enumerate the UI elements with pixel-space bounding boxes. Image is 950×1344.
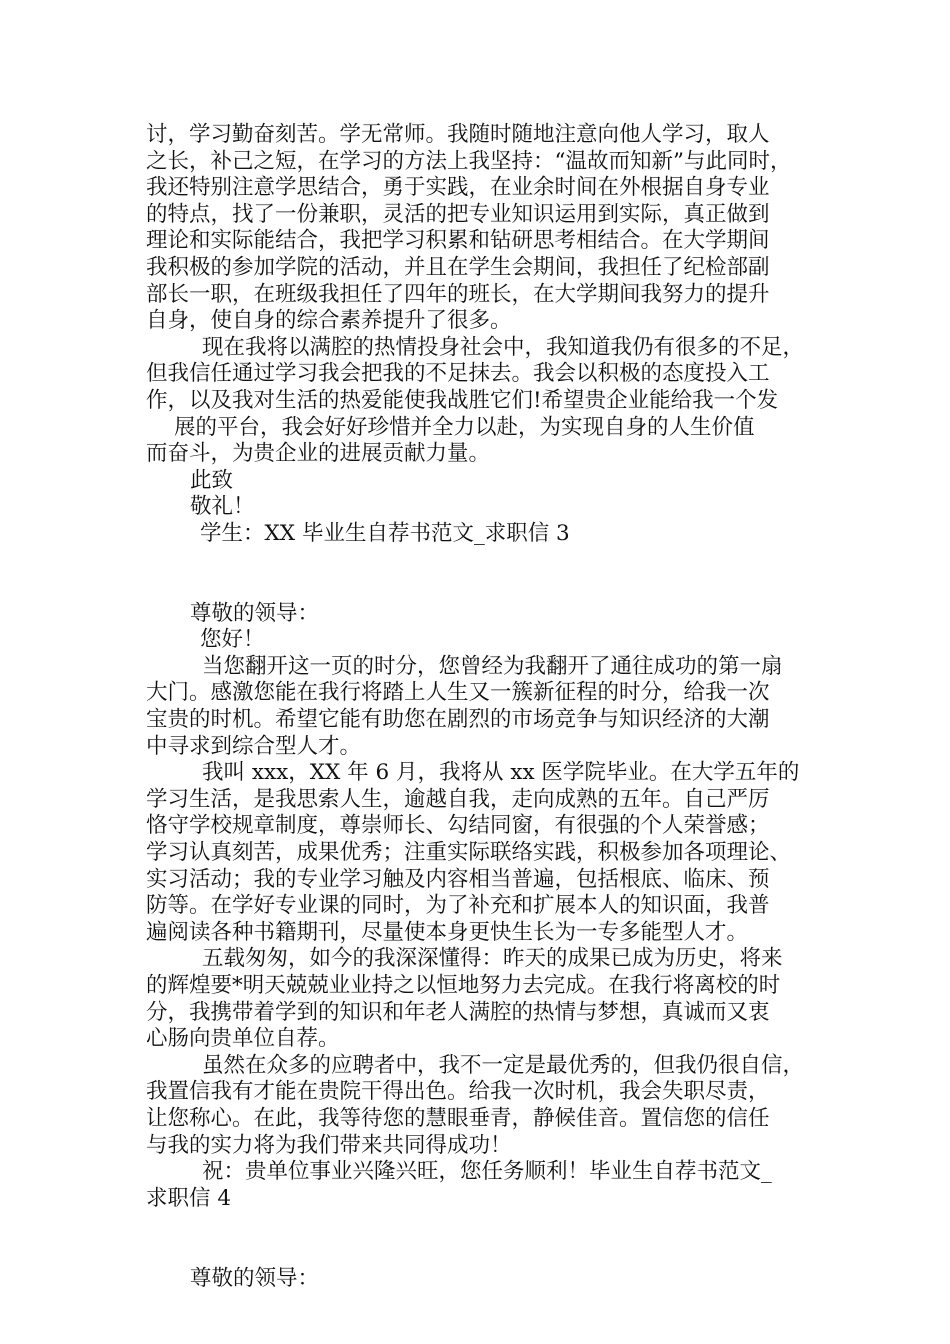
text-line: 展的平台，我会好好珍惜并全力以赴，为实现自身的人生价值 — [174, 414, 755, 440]
text-line: 与我的实力将为我们带来共同得成功！ — [146, 1132, 512, 1158]
paragraph-start: 虽然在众多的应聘者中，我不一定是最优秀的，但我仍很自信， — [202, 1052, 805, 1078]
spacer — [146, 1212, 810, 1239]
text-line: 讨，学习勤奋刻苦。学无常师。我随时随地注意向他人学习，取人 — [146, 122, 770, 147]
paragraph-start: 我叫 xxx，XX 年 6 月，我将从 xx 医学院毕业。在大学五年的 — [202, 760, 800, 786]
text-line: 的特点，找了一份兼职，灵活的把专业知识运用到实际，真正做到 — [146, 201, 770, 227]
text-line: 我积极的参加学院的活动，并且在学生会期间，我担任了纪检部副 — [146, 254, 770, 280]
text-line: 让您称心。在此，我等待您的慧眼垂青，静候佳音。置信您的信任 — [146, 1105, 770, 1131]
paragraph-start: 祝：贵单位事业兴隆兴旺，您任务顺利！毕业生自荐书范文_ — [202, 1159, 772, 1185]
text-line: 之长，补己之短，在学习的方法上我坚持：“温故而知新”与此同时， — [146, 148, 792, 174]
closing-regards: 敬礼！ — [190, 494, 255, 520]
letter-greeting: 您好！ — [200, 627, 265, 653]
letter-salutation: 尊敬的领导： — [190, 600, 320, 626]
spacer — [146, 548, 810, 575]
text-line: 宝贵的时机。希望它能有助您在剧烈的市场竞争与知识经济的大潮 — [146, 707, 770, 733]
paragraph-start: 当您翻开这一页的时分，您曾经为我翻开了通往成功的第一扇 — [202, 653, 783, 679]
text-line: 我还特别注意学思结合，勇于实践，在业余时间在外根据自身专业 — [146, 175, 770, 201]
text-line: 大门。感激您能在我行将踏上人生又一簇新征程的时分，给我一次 — [146, 680, 770, 706]
text-line: 实习活动；我的专业学习触及内容相当普遍，包括根底、临床、预 — [146, 866, 770, 892]
text-line: 部长一职，在班级我担任了四年的班长，在大学期间我努力的提升 — [146, 281, 770, 307]
section-heading: 学生：XX 毕业生自荐书范文_求职信 3 — [200, 520, 570, 546]
section-heading: 求职信 4 — [146, 1185, 232, 1211]
letter-salutation: 尊敬的领导： — [190, 1265, 320, 1291]
text-line: 自身，使自身的综合素养提升了很多。 — [146, 308, 512, 334]
text-line: 我置信我有才能在贵院干得出色。给我一次时机，我会失职尽责， — [146, 1079, 770, 1105]
text-line: 理论和实际能结合，我把学习积累和钻研思考相结合。在大学期间 — [146, 228, 770, 254]
text-line: 而奋斗，为贵企业的进展贡献力量。 — [146, 441, 491, 467]
paragraph-start: 现在我将以满腔的热情投身社会中，我知道我仍有很多的不足， — [202, 334, 805, 360]
spacer — [146, 574, 810, 601]
closing-salutation: 此致 — [190, 467, 234, 493]
document-body — [146, 122, 810, 1292]
text-line: 中寻求到综合型人才。 — [146, 733, 362, 759]
spacer — [146, 1239, 810, 1266]
text-line: 防等。在学好专业课的同时，为了补充和扩展本人的知识面，我普 — [146, 893, 770, 919]
text-line: 但我信任通过学习我会把我的不足抹去。我会以积极的态度投入工 — [146, 361, 770, 387]
text-line: 心肠向贵单位自荐。 — [146, 1026, 340, 1052]
paragraph-start: 五载匆匆，如今的我深深懂得：昨天的成果已成为历史，将来 — [202, 946, 783, 972]
text-line: 学习生活，是我思索人生，逾越自我，走向成熟的五年。自己严厉 — [146, 786, 770, 812]
text-line: 分，我携带着学到的知识和年老人满腔的热情与梦想，真诚而又衷 — [146, 999, 770, 1025]
text-line: 的辉煌要*明天兢兢业业持之以恒地努力去完成。在我行将离校的时 — [146, 973, 781, 998]
text-line: 恪守学校规章制度，尊崇师长、勾结同窗，有很强的个人荣誉感； — [146, 813, 770, 839]
text-line: 遍阅读各种书籍期刊，尽量使本身更快生长为一专多能型人才。 — [146, 919, 749, 945]
text-line: 作，以及我对生活的热爱能使我战胜它们!希望贵企业能给我一个发 — [146, 387, 779, 413]
text-line: 学习认真刻苦，成果优秀；注重实际联络实践，积极参加各项理论、 — [146, 840, 792, 866]
